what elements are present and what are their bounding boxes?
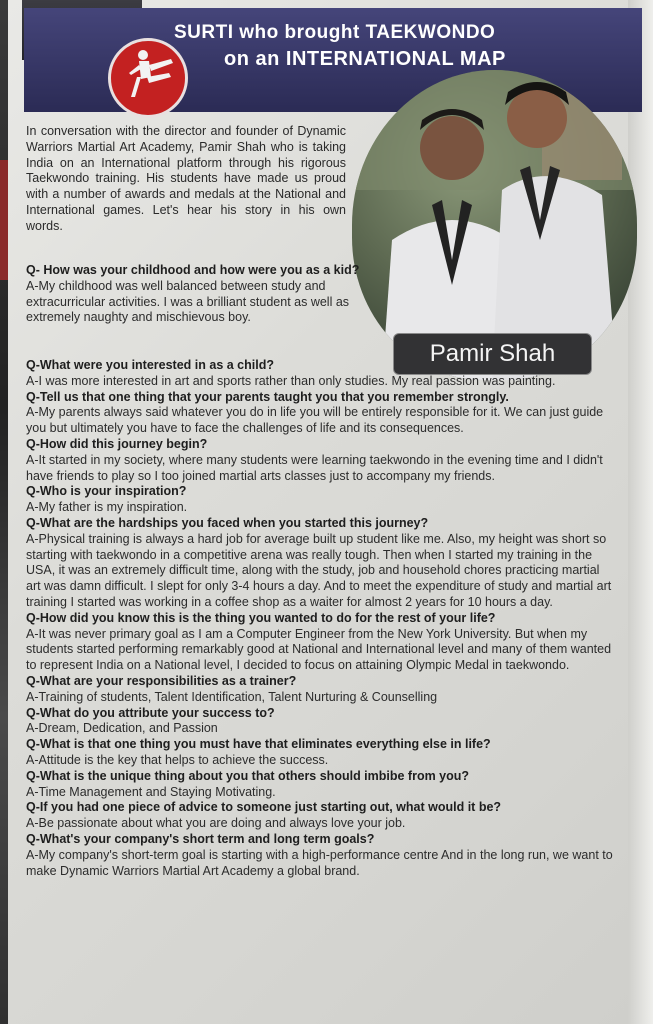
question: Q-What are the hardships you faced when you started this journey? — [26, 515, 429, 530]
qa-item — [26, 263, 371, 326]
name-badge: Pamir Shah — [393, 333, 592, 375]
question: Q-Who is your inspiration? — [26, 484, 187, 499]
taekwondo-kick-icon — [108, 38, 188, 118]
answer: A-Time Management and Staying Motivating. — [26, 784, 276, 799]
answer: A-Be passionate about what you are doing and always love your job. — [26, 816, 406, 831]
answer: A-I was more interested in art and sports rather than only studies. My real passion was painting. — [26, 373, 556, 388]
question: Q-What were you interested in as a child? — [26, 358, 274, 372]
answer: A-Dream, Dedication, and Passion — [26, 721, 218, 736]
answer: A-It was never primary goal as I am a Computer Engineer from the New York University. But when my students started performing remarkably good at National and International level and many of them wanted to represent India on a National level, I decided to focus on attaining Olympic Medal in taekwondo. — [26, 626, 612, 673]
answer: A-Attitude is the key that helps to achieve the success. — [26, 752, 329, 767]
qa-item — [26, 358, 616, 879]
answer: A-My childhood was well balanced between study and extracurricular activities. I was a brilliant student as well as extremely naughty and mischievous boy. — [26, 278, 350, 325]
answer: A-My father is my inspiration. — [26, 500, 188, 515]
answer: A-My company's short-term goal is starting with a high-performance centre And in the long run, we want to make Dynamic Warriors Martial Art Academy a global brand. — [26, 847, 613, 878]
question: Q- How was your childhood and how were you as a kid? — [26, 263, 360, 277]
question: Q-What's your company's short term and long term goals? — [26, 831, 375, 846]
headline-line-2: on an INTERNATIONAL MAP — [224, 48, 506, 70]
question: Q-What is that one thing you must have that eliminates everything else in life? — [26, 737, 491, 752]
question: Q-How did this journey begin? — [26, 436, 208, 451]
headline-line-1: SURTI who brought TAEKWONDO — [174, 22, 496, 43]
intro-paragraph: In conversation with the director and founder of Dynamic Warriors Martial Art Academy, Pamir Shah who is taking India on an International platform through his rigorous Taekwondo training. His students have made us proud with a number of awards and medals at the National and International games. Let's hear his story in his own words. — [26, 124, 346, 233]
answer: A-Training of students, Talent Identification, Talent Nurturing & Counselling — [26, 689, 438, 704]
question: Q-Tell us that one thing that your parents taught you that you remember strongly. — [26, 389, 509, 404]
question: Q-What are your responsibilities as a trainer? — [26, 673, 297, 688]
question: Q-What is the unique thing about you that others should imbibe from you? — [26, 768, 470, 783]
answer: A-My parents always said whatever you do in life you will be entirely responsible for it. We can just guide you but ultimately you have to face the challenges of life and its consequences. — [26, 405, 604, 436]
adjacent-page-edge — [0, 0, 8, 1024]
answer: A-It started in my society, where many students were learning taekwondo in the evening time and I didn't have friends to play so I too joined martial arts classes just to accompany my friends. — [26, 452, 603, 483]
answer: A-Physical training is always a hard job for average built up student like me. Also, my height was short so starting with taekwondo in a competitive arena was really tough. Then when I started my training in the USA, it was an extremely difficult time, along with the study, job and household chores practicing martial art was damn difficult. I slept for only 3-4 hours a day. And to meet the expenditure of study and martial art training I started was working in a coffee shop as a waiter for almost 2 years for 10 hours a day. — [26, 531, 612, 609]
question: Q-What do you attribute your success to? — [26, 705, 275, 720]
question: Q-How did you know this is the thing you wanted to do for the rest of your life? — [26, 610, 496, 625]
question: Q-If you had one piece of advice to someone just starting out, what would it be? — [26, 800, 502, 815]
